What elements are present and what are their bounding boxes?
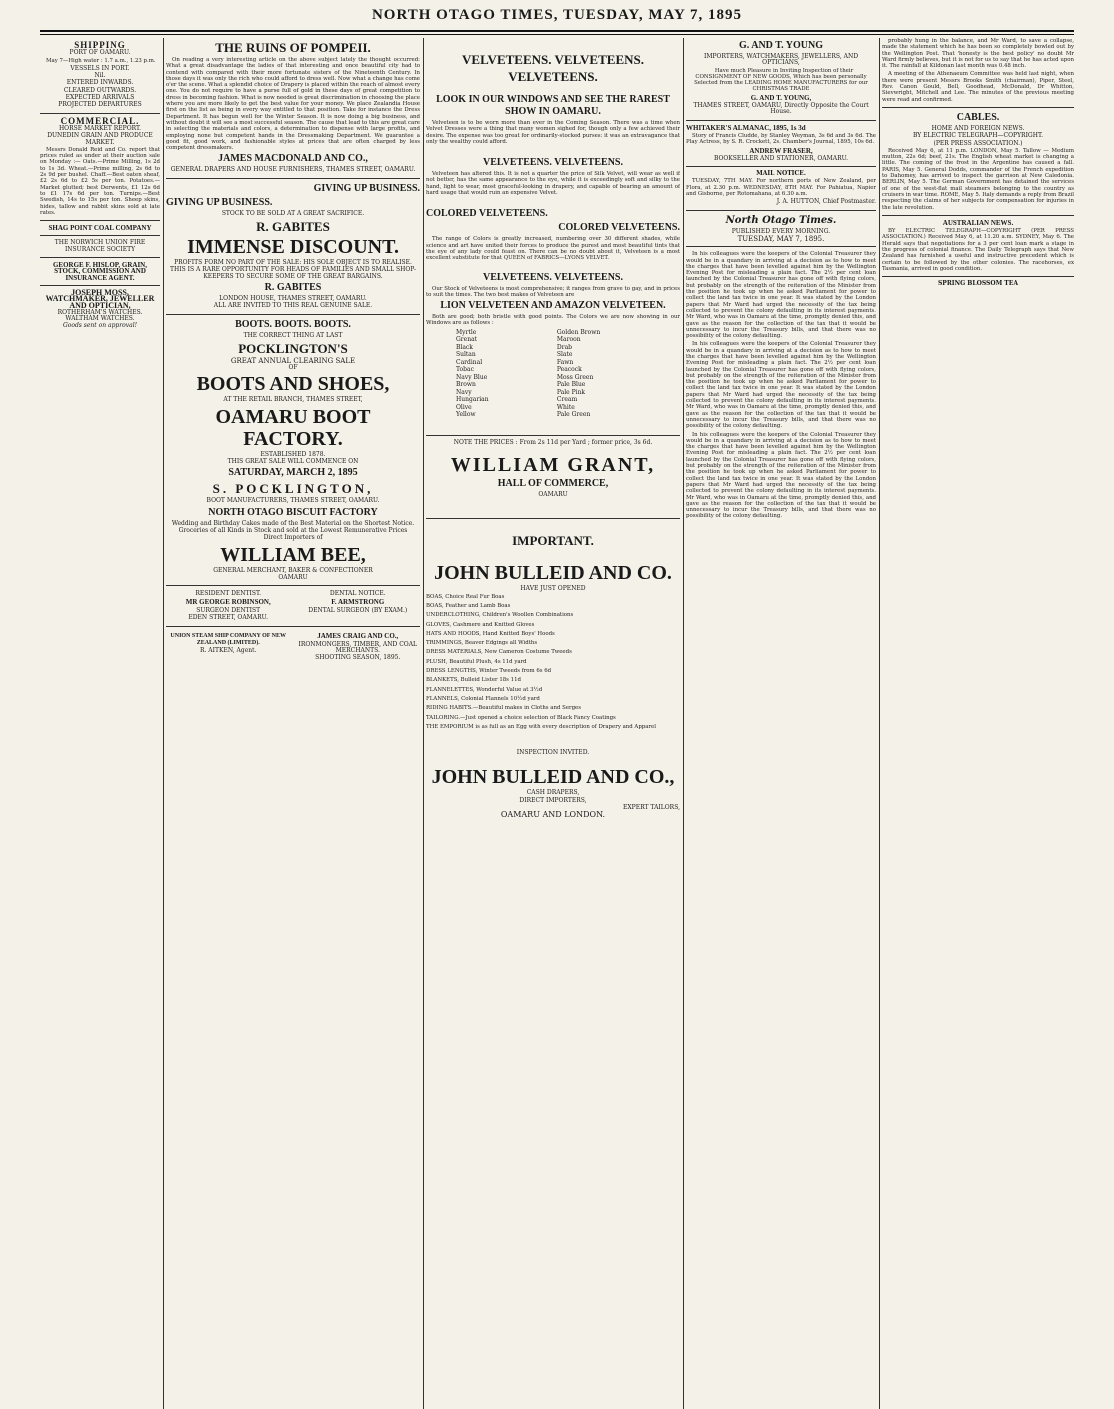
- important-heading: IMPORTANT.: [512, 533, 594, 549]
- expected-heading: EXPECTED ARRIVALS: [65, 94, 135, 102]
- color-item: Navy: [456, 388, 472, 396]
- dental-notice-heading: DENTAL NOTICE.: [329, 590, 386, 598]
- expert-tailors-text: EXPERT TAILORS,: [623, 803, 680, 811]
- look-body: Velveteen is to be worn more than ever in the Coming Season. There was a time when Velvet Dresses were a thing that many women sighed for, though only a few achieved their desire. The expense was too great for ordinarily-stocked purses: it was an extravagance that only the wealthy could afford.: [426, 120, 680, 145]
- color-list-left: [456, 329, 549, 419]
- invited-text: ALL ARE INVITED TO THIS REAL GENUINE SALE.: [213, 302, 373, 310]
- macdonald-heading: JAMES MACDONALD AND CO.,: [218, 153, 368, 165]
- mail-notice-heading: MAIL NOTICE.: [756, 170, 806, 178]
- cleared-heading: CLEARED OUTWARDS.: [63, 86, 137, 94]
- color-item: Pale Green: [556, 411, 591, 419]
- color-item: Navy Blue: [456, 373, 488, 381]
- color-item: Cardinal: [456, 358, 483, 366]
- pocklington-heading: POCKLINGTON'S: [238, 340, 348, 356]
- column-news-2: [882, 38, 1074, 1409]
- whitaker-heading: WHITAKER'S ALMANAC, 1895, 1s 3d: [686, 123, 806, 132]
- commence-text: THIS GREAT SALE WILL COMMENCE ON: [227, 458, 359, 466]
- market-report: Messrs Donald Reid and Co. report that prices ruled as under at their auction sale on Monday :— Oats.—Prime Milling, 1s 2d to 1s 3d. Wheat.—Prime milling, 2s 6d to 2s 9d per bushel. Chaff.—Best oaten sheaf, £2 2s 6d to £2 5s per ton. Potatoes.—Market glutted; best Derwents, £1 12s 6d to £1 17s 6d per ton. Turnips.—Best Swedish, 14s to 15s per ton. Sheep skins, hides, tallow and rabbit skins sold at late rates.: [40, 146, 160, 216]
- established-text: ESTABLISHED 1878.: [260, 450, 326, 458]
- william-grant-heading: WILLIAM GRANT,: [450, 454, 656, 477]
- divider: [166, 585, 420, 586]
- goods-item: BLANKETS, Bulleid Lister 18s 11d: [426, 677, 521, 684]
- craig-heading: JAMES CRAIG AND CO.,: [317, 632, 399, 641]
- fraser-subheading: BOOKSELLER AND STATIONER, OAMARU.: [713, 154, 849, 162]
- color-list-right: [557, 329, 650, 419]
- color-item: Black: [456, 343, 473, 351]
- nameplate: North Otago Times.: [725, 214, 837, 226]
- goods-item: DRESS LENGTHS, Winter Tweeds from 6s 6d: [426, 668, 552, 675]
- fraser-heading: ANDREW FRASER,: [749, 146, 813, 155]
- clearing-sale-text: GREAT ANNUAL CLEARING SALE: [230, 356, 356, 365]
- prices-note: NOTE THE PRICES : From 2s 11d per Yard ; former price, 3s 6d.: [453, 438, 653, 446]
- color-item: Sultan: [456, 351, 476, 359]
- commercial-heading: COMMERCIAL.: [60, 115, 140, 126]
- column-divider: [683, 38, 684, 1409]
- william-bee-heading: WILLIAM BEE,: [220, 543, 366, 566]
- divider: [882, 107, 1074, 108]
- eden-street-text: EDEN STREET, OAMARU.: [188, 613, 269, 621]
- giving-up-heading: GIVING UP BUSINESS.: [313, 182, 420, 194]
- towns-text: OAMARU AND LONDON.: [500, 810, 606, 820]
- news-body: probably hung in the balance, and Mr Ward, to save a collapse, made the statement which he has been so completely bowled out by the Wellington Post. That 'honesty is the best policy' no doubt Mr Ward firmly believes, but it is not for us to say that he has acted upon it. The rainfall at Kildonan last month was 0.48 inch.: [882, 38, 1074, 70]
- look-windows-heading: LOOK IN OUR WINDOWS AND SEE THE RAREST SHOW IN OAMARU.: [436, 94, 670, 117]
- color-item: Moss Green: [556, 373, 594, 381]
- column-divider: [423, 38, 424, 1409]
- tide-text: May 7—High water : 1.7 a.m., 1.23 p.m.: [46, 57, 156, 64]
- color-item: Brown: [456, 381, 476, 389]
- craig-subheading: IRONMONGERS, TIMBER, AND COAL MERCHANTS.: [298, 640, 418, 654]
- oamaru-boot-factory-heading: OAMARU BOOT FACTORY.: [215, 405, 371, 450]
- australian-body: BY ELECTRIC TELEGRAPH—COPYRIGHT (PER PRESS ASSOCIATION.) Received May 6, at 11.20 a.m. SYDNEY, May 6. The Herald says that negotiations for a 3 per cent loan mark a stage in the progress of colonial finance. The Daily Telegraph says that New Zealand has furnished a useful and instructive precedent which is certain to be followed by the other colonies. The racehorses, ex Tasmania, arrived in good condition.: [882, 228, 1074, 272]
- color-list: [426, 329, 680, 419]
- goods-approval-text: Goods sent on approval!: [62, 322, 138, 330]
- goods-list: [426, 594, 680, 730]
- divider: [40, 285, 160, 286]
- column-advertisements: [166, 38, 420, 1409]
- divider: [40, 220, 160, 221]
- color-item: Myrtle: [456, 328, 477, 336]
- goods-item: HATS AND HOODS, Hand Knitted Boys' Hoods: [426, 630, 555, 637]
- home-foreign-heading: HOME AND FOREIGN NEWS.: [931, 124, 1025, 132]
- shipping-ads-row: [166, 631, 420, 662]
- fire-insurance-text: THE NORWICH UNION FIRE INSURANCE SOCIETY: [54, 239, 146, 253]
- bulleid-heading: JOHN BULLEID AND CO.: [434, 562, 672, 585]
- goods-item: FLANNELS, Colonial Flannels 10½d yard: [426, 695, 540, 702]
- goods-item: TAILORING.—Just opened a choice selection of Black Fancy Coatings: [426, 714, 616, 721]
- craig-ad: [296, 631, 420, 662]
- inspection-text: INSPECTION INVITED.: [516, 749, 590, 757]
- books-text: Story of Francis Cludde, by Stanley Weyman, 3s 6d and 3s 6d. The Play Actress, by S. R. Crockett, 2s. Chamber's Journal, 1895, 10s 6d.: [686, 132, 876, 146]
- color-item: Cream: [556, 396, 578, 404]
- column-shipping: [40, 38, 160, 1409]
- masthead-rule: [40, 30, 1074, 35]
- bee-town: OAMARU: [278, 573, 308, 581]
- shipping-heading: SHIPPING: [74, 40, 126, 50]
- divider: [166, 626, 420, 627]
- young-address: THAMES STREET, OAMARU, Directly Opposite the Court House.: [693, 102, 869, 116]
- young-heading-2: G. AND T. YOUNG,: [750, 93, 812, 102]
- goods-item: PLUSH, Beautiful Plush, 4s 11d yard: [426, 658, 527, 665]
- projected-heading: PROJECTED DEPARTURES: [58, 101, 142, 109]
- direct-importers-text: DIRECT IMPORTERS,: [519, 796, 587, 804]
- press-association-text: (PER PRESS ASSOCIATION.): [933, 139, 1023, 147]
- color-item: Drab: [556, 343, 572, 351]
- australian-news-heading: AUSTRALIAN NEWS.: [942, 218, 1014, 227]
- colored-heading-1: COLORED VELVETEENS.: [426, 208, 548, 220]
- gabites-address: LONDON HOUSE, THAMES STREET, OAMARU.: [219, 294, 367, 302]
- cables-heading: CABLES.: [956, 111, 1000, 123]
- coal-company-heading: SHAG POINT COAL COMPANY: [48, 224, 152, 233]
- divider: [426, 518, 680, 519]
- divider: [40, 113, 160, 114]
- masthead: NORTH OTAGO TIMES, TUESDAY, MAY 7, 1895: [371, 7, 743, 23]
- goods-item: RIDING HABITS.—Beautiful makes in Cloths and Serges: [426, 705, 581, 712]
- pompeii-title: THE RUINS OF POMPEII.: [215, 40, 371, 55]
- pompeii-body: On reading a very interesting article on the above subject lately the thought occurred: What a great disadvantage the ladies of that interesting and once beautiful city had to contend with compared with their more fortunate sisters of the Nineteenth Century. In those days it was only the rich who could afford to dress well. Now what a change has come o'er the scene. What a splendid choice of Drapery is placed within the reach of almost every one. You do not require to have a purse full of gold in these days of great competition to dress in becoming fashion. What is now needed is great discrimination in choosing the place where you are more likely to get the best value for your money. We place Zealandia House first on the list as being in every way entitled to that position. Take for instance the Dress Department. It has begun well for the Winter Season. It is now doing a big business, and without doubt it will see a most successful season. The cause that lead to this are great care in selecting the materials and colors, a determination to dispense with large profits, and employing none but competent hands in the Dressmaking Department. We guarantee a good fit, good work, and fashionable styles at prices that are often charged by less competent dressmakers.: [166, 57, 420, 152]
- surgeon-dentist-text: SURGEON DENTIST: [196, 606, 261, 614]
- retail-branch-text: AT THE RETAIL BRANCH, THAMES STREET,: [223, 396, 363, 404]
- groceries-text: Groceries of all Kinds in Stock and sold at the Lowest Remunerative Prices: [178, 526, 408, 534]
- watches-heading: ROTHERHAM'S WATCHES. WALTHAM WATCHES.: [57, 308, 143, 323]
- color-item: Fawn: [556, 358, 574, 366]
- boot-manufacturers-text: BOOT MANUFACTURERS, THAMES STREET, OAMARU.: [206, 497, 380, 505]
- color-item: Hungarian: [456, 396, 489, 404]
- dentist-row: [166, 590, 420, 622]
- editorial-body: In his colleagues were the keepers of the Colonial Treasurer they would be in a quandary in arriving at a decision as to how to meet the charges that have been levelled against him by the Wellington Evening Post for misleading a plain fact. The 2½ per cent loan launched by the Colonial Treasurer has gone off with flying colors, but probably on the strength of the reiteration of the Minister from the position he took up when he asked Parliament for power to collect the land tax twice in one year. It was stated by the London papers that Mr Ward had urged the necessity of the tax being collected to prevent the colony defaulting in its interest payments. Mr Ward, who was in Oamaru at the time, promptly denied this, and gave as the reason for the collection of the tax that it would be unnecessary to incur the Treasury bills, and that there was no possibility of the colony defaulting.: [686, 251, 876, 340]
- gabites-heading-2: R. GABITES: [264, 281, 322, 293]
- velveteens-body-4: Our Stock of Velveteens is most comprehensive; it ranges from grave to gay, and in prices to suit the times. The two best makes of Velveteen are: [426, 285, 680, 298]
- color-item: Maroon: [556, 336, 581, 344]
- goods-item: BOAS, Feather and Lamb Boas: [426, 602, 511, 609]
- grant-town: OAMARU: [538, 491, 568, 499]
- aitken-text: R. AITKEN, Agent.: [199, 646, 257, 654]
- horse-market-heading: HORSE MARKET REPORT.: [58, 124, 142, 132]
- boots-heading: BOOTS. BOOTS. BOOTS.: [235, 318, 351, 330]
- correct-thing-text: THE CORRECT THING AT LAST: [243, 331, 343, 339]
- giving-up-heading-2: GIVING UP BUSINESS.: [166, 196, 273, 208]
- cables-body: Received May 6, at 11 p.m. LONDON, May 5. Tallow — Medium mutton, 22s 6d; beef, 21s. The English wheat market is changing a little. The coming of the frost in the Argentine has caused a fall. PARIS, May 5. General Dodds, commander of the French expedition to Dahomey, has arrived to inspect the garrison at New Caledonia. BERLIN, May 5. The German Government has detained the services of one of the west-flat mail steamers belonging to the country as cruisers in war time. ROME, May 5. Italy demands a reply from Brazil respecting the claims of her subjects for compensation for injuries in the late revolution.: [882, 147, 1074, 211]
- pocklington-name-heading: S. POCKLINGTON,: [212, 481, 374, 497]
- color-item: Golden Brown: [556, 328, 601, 336]
- sale-date-heading: SATURDAY, MARCH 2, 1895: [228, 467, 358, 479]
- biscuit-factory-heading: NORTH OTAGO BISCUIT FACTORY: [208, 506, 378, 518]
- profits-text: PROFITS FORM NO PART OF THE SALE: HIS SOLE OBJECT IS TO REALISE.: [174, 259, 412, 267]
- direct-importers-text: Direct Importers of: [263, 534, 323, 542]
- entered-heading: ENTERED INWARDS.: [66, 79, 134, 87]
- telegraph-text: BY ELECTRIC TELEGRAPH—COPYRIGHT.: [912, 132, 1043, 140]
- moss-heading: JOSEPH MOSS, WATCHMAKER, JEWELLER AND OPTICIAN,: [45, 287, 155, 310]
- gabites-heading: R. GABITES: [256, 219, 330, 235]
- dentist-robinson: [166, 590, 290, 622]
- velveteens-heading-4: VELVETEENS. VELVETEENS.: [483, 271, 623, 283]
- produce-heading: DUNEDIN GRAIN AND PRODUCE MARKET.: [47, 132, 153, 146]
- port-heading: PORT OF OAMARU.: [69, 49, 131, 57]
- postmaster-text: J. A. HUTTON, Chief Postmaster.: [776, 198, 876, 206]
- hall-commerce-heading: HALL OF COMMERCE,: [497, 478, 609, 490]
- divider: [686, 246, 876, 247]
- editorial-body-2: In his colleagues were the keepers of the Colonial Treasurer they would be in a quandary in arriving at a decision as to how to meet the charges that have been levelled against him by the Wellington Evening Post for misleading a plain fact. The 2½ per cent loan launched by the Colonial Treasurer has gone off with flying colors, but probably on the strength of the reiteration of the Minister from the position he took up when he asked Parliament for power to collect the land tax twice in one year. It was stated by the London papers that Mr Ward had urged the necessity of the tax being collected to prevent the colony defaulting in its interest payments. Mr Ward, who was in Oamaru at the time, promptly denied this, and gave as the reason for the collection of the tax that it would be unnecessary to incur the Treasury bills, and that there was no possibility of the colony defaulting.: [686, 341, 876, 430]
- resident-dentist-heading: RESIDENT DENTIST.: [195, 590, 262, 598]
- color-item: Slate: [556, 351, 573, 359]
- column-divider: [163, 38, 164, 1409]
- divider: [686, 210, 876, 211]
- velveteens-body-3: Velveteen has altered this. It is not a quarter the price of Silk Velvet, will wear as well if not better, has the same appearance to the eye, while it is exceedingly soft and silky to the hand, light to wear, most graceful-looking in drapery, and capable of bearing an amount of hard usage that would ruin an expensive Velvet.: [426, 171, 680, 197]
- color-item: Olive: [456, 403, 472, 411]
- velveteens-heading-2: VELVETEENS.: [508, 69, 598, 84]
- velveteens-heading-1: VELVETEENS. VELVETEENS.: [462, 52, 644, 67]
- athenaeum-body: A meeting of the Athenaeum Committee was held last night, when there were present Messrs Brooks Smith (chairman), Piper, Steel, Rev. Canon Gould, Bell, Goodhead, McDonald, Dr Whitton, Sievwright, Mitchell and Lee. The minutes of the previous meeting were read and confirmed.: [882, 71, 1074, 103]
- color-item: Tobac: [456, 366, 474, 374]
- mail-body: TUESDAY, 7TH MAY. For northern ports of New Zealand, per Flora, at 2.30 p.m. WEDNESDAY, 8TH MAY. For Pahiatua, Napier and Gisborne, per Rotomahana, at 6.30 a.m.: [686, 178, 876, 198]
- dentist-armstrong: [296, 590, 420, 622]
- color-item: Yellow: [456, 411, 476, 419]
- hislop-heading: GEORGE F. HISLOP, GRAIN, STOCK, COMMISSION AND INSURANCE AGENT.: [52, 261, 147, 282]
- column-news-1: [686, 38, 876, 1409]
- rare-opportunity-text: THIS IS A RARE OPPORTUNITY FOR HEADS OF FAMILIES AND SMALL SHOP-KEEPERS TO SECURE SOME OF THE GREAT BARGAINS.: [169, 266, 417, 280]
- opened-text: HAVE JUST OPENED: [520, 585, 586, 593]
- divider: [166, 314, 420, 315]
- stock-sold-text: STOCK TO BE SOLD AT A GREAT SACRIFICE.: [221, 209, 365, 217]
- divider: [40, 257, 160, 258]
- color-item: Pale Blue: [556, 381, 586, 389]
- color-item: Peacock: [556, 366, 582, 374]
- vessels-heading: VESSELS IN PORT.: [70, 64, 130, 72]
- dental-surgeon-text: DENTAL SURGEON (BY EXAM.): [308, 606, 408, 614]
- bee-subheading: GENERAL MERCHANT, BAKER & CONFECTIONER: [213, 566, 373, 574]
- divider: [882, 276, 1074, 277]
- union-steamship-ad: [166, 631, 290, 662]
- column-drapery: [426, 38, 680, 1409]
- goods-item: BOAS, Choice Real Fur Boas: [426, 593, 505, 600]
- colored-body: The range of Colors is greatly increased, numbering over 30 different shades, while science and art have united their forces to produce the purest and most beautiful tints that the eye of any lady could feast on. There can be no doubt about it, Velveteen is a most excellent substitute for that QUEEN of FABRICS—LYONS VELVET.: [426, 236, 680, 262]
- young-importers-text: IMPORTERS, WATCHMAKERS, JEWELLERS, AND OPTICIANS,: [703, 53, 859, 67]
- goods-item: TRIMMINGS, Beaver Edgings all Widths: [426, 640, 538, 647]
- color-item: White: [556, 403, 575, 411]
- published-text: PUBLISHED EVERY MORNING.: [731, 227, 831, 235]
- column-divider: [879, 38, 880, 1409]
- cash-drapers-text: CASH DRAPERS,: [526, 789, 580, 797]
- boots-shoes-heading: BOOTS AND SHOES,: [196, 373, 390, 396]
- goods-item: DRESS MATERIALS, New Cameron Costume Tweeds: [426, 649, 572, 656]
- divider: [882, 215, 1074, 216]
- editorial-body-3: In his colleagues were the keepers of the Colonial Treasurer they would be in a quandary in arriving at a decision as to how to meet the charges that have been levelled against him by the Wellington Evening Post for misleading a plain fact. The 2½ per cent loan launched by the Colonial Treasurer has gone off with flying colors, but probably on the strength of the reiteration of the Minister from the position he took up when he asked Parliament for power to collect the land tax twice in one year. It was stated by the London papers that Mr Ward had urged the necessity of the tax being collected to prevent the colony defaulting in its interest payments. Mr Ward, who was in Oamaru at the time, promptly denied this, and gave as the reason for the collection of the tax that it would be unnecessary to incur the Treasury bills, and that there was no possibility of the colony defaulting.: [686, 431, 876, 520]
- macdonald-subheading: GENERAL DRAPERS AND HOUSE FURNISHERS, THAMES STREET, OAMARU.: [170, 166, 416, 174]
- lion-body: Both are good; both bristle with good points. The Colors we are now showing in our Windows are as follows :: [426, 314, 680, 327]
- nil-text: Nil.: [94, 72, 106, 80]
- young-body: Have much Pleasure in Inviting Inspection of their CONSIGNMENT OF NEW GOODS, Which has been personally Selected from the LEADING HOME MANUFACTURERS for our CHRISTMAS TRADE: [694, 67, 868, 93]
- goods-item: THE EMPORIUM is as full as an Egg with every description of Drapery and Apparel: [426, 723, 656, 730]
- divider: [40, 235, 160, 236]
- velveteens-heading-3: VELVETEENS. VELVETEENS.: [483, 157, 623, 169]
- divider: [426, 435, 680, 436]
- armstrong-heading: F. ARMSTRONG: [331, 598, 385, 607]
- robinson-heading: MR GEORGE ROBINSON,: [185, 598, 271, 607]
- wedding-cakes-text: Wedding and Birthday Cakes made of the Best Material on the Shortest Notice.: [171, 519, 415, 527]
- divider: [686, 166, 876, 167]
- young-heading: G. AND T. YOUNG: [739, 40, 823, 51]
- bulleid-heading-2: JOHN BULLEID AND CO.,: [431, 766, 675, 789]
- goods-item: UNDERCLOTHING, Children's Woollen Combinations: [426, 612, 574, 619]
- divider: [166, 178, 420, 179]
- divider: [686, 120, 876, 121]
- color-item: Pale Pink: [556, 388, 586, 396]
- date-text: TUESDAY, MAY 7, 1895.: [737, 234, 825, 243]
- spring-blossom-text: SPRING BLOSSOM TEA: [937, 280, 1019, 288]
- color-item: Grenat: [456, 336, 478, 344]
- shooting-season-text: SHOOTING SEASON, 1895.: [315, 654, 401, 662]
- immense-discount-heading: IMMENSE DISCOUNT.: [187, 236, 399, 259]
- colored-heading-2: COLORED VELVETEENS.: [558, 222, 680, 234]
- of-text: OF: [288, 364, 298, 372]
- lion-amazon-heading: LION VELVETEEN AND AMAZON VELVETEEN.: [440, 300, 666, 312]
- goods-item: GLOVES, Cashmere and Knitted Gloves: [426, 621, 535, 628]
- goods-item: FLANNELETTES, Wonderful Value at 3½d: [426, 686, 543, 693]
- union-steamship-heading: UNION STEAM SHIP COMPANY OF NEW ZEALAND (LIMITED).: [170, 633, 287, 646]
